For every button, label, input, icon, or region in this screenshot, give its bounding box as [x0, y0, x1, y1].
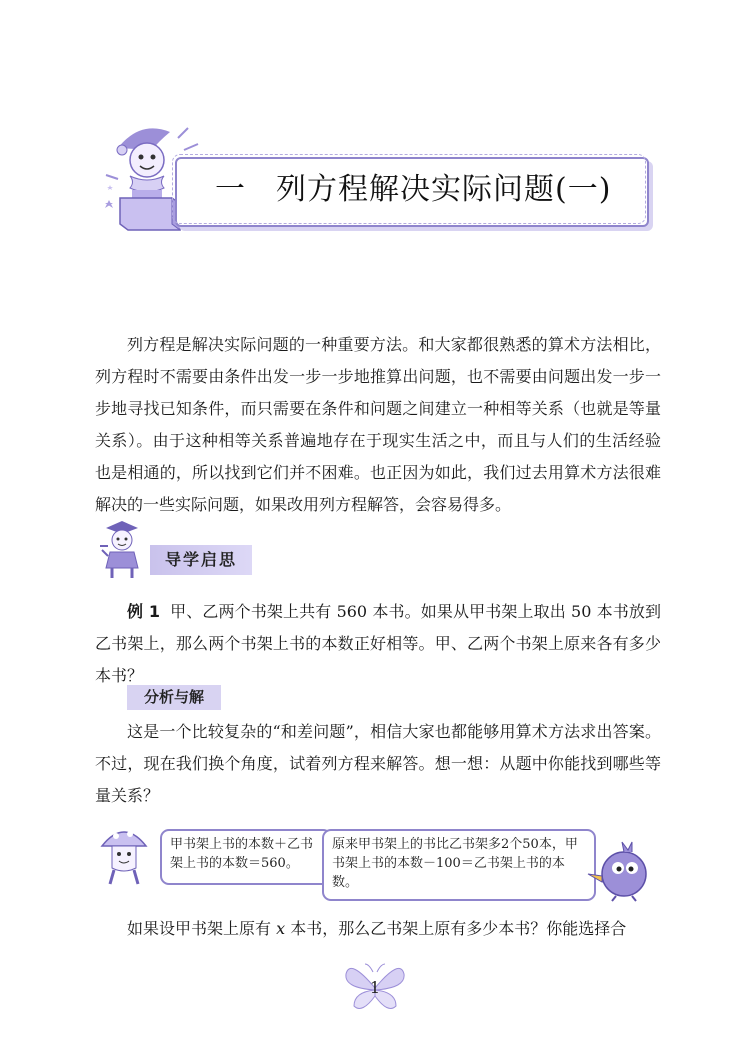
mushroom-character-icon [98, 822, 150, 888]
analysis-tag: 分析与解 [127, 685, 221, 710]
chapter-number: 一 [215, 172, 246, 207]
speech-bubble-left: 甲书架上书的本数＋乙书架上书的本数＝560。 [160, 829, 332, 885]
teacher-mascot-icon [98, 518, 144, 580]
example-text: 甲、乙两个书架上共有 560 本书。如果从甲书架上取出 50 本书放到乙书架上，那么两个书架上书的本数正好相等。甲、乙两个书架上原来各有多少本书？ [95, 602, 661, 685]
section-heading: 导学启思 [150, 545, 252, 575]
chapter-title [215, 165, 655, 215]
chapter-title-text: 列方程解决实际问题(一) [276, 172, 612, 207]
bird-character-icon [586, 840, 656, 902]
speech-bubble-right: 原来甲书架上的书比乙书架多2个50本，甲书架上书的本数－100＝乙书架上书的本数。 [322, 829, 596, 901]
intro-paragraph [95, 329, 661, 521]
final-paragraph [95, 913, 661, 945]
example-paragraph [95, 596, 661, 692]
variable-x: x [276, 919, 286, 938]
intro-text: 列方程是解决实际问题的一种重要方法。和大家都很熟悉的算术方法相比，列方程时不需要由条件出发一步一步地推算出问题，也不需要由问题出发一步一步地寻找已知条件，而只需要在条件和问题之间建立一种相等关系（也就是等量关系）。由于这种相等关系普遍地存在于现实生活之中，而且与人们的生活经验也是相通的，所以找到它们并不困难。也正因为如此，我们过去用算术方法很难解决的一些实际问题，如果改用列方程解答，会容易得多。 [95, 335, 661, 514]
analysis-paragraph [95, 716, 661, 812]
page-number: 1 [369, 978, 381, 997]
final-text-before: 如果设甲书架上原有 [127, 919, 277, 938]
final-text-after: 本书，那么乙书架上原有多少本书？你能选择合 [285, 919, 627, 938]
example-label: 例 1 [127, 602, 160, 621]
analysis-text: 这是一个比较复杂的“和差问题”，相信大家也都能够用算术方法求出答案。不过，现在我们换个角度，试着列方程来解答。想一想：从题中你能找到哪些等量关系？ [95, 722, 661, 805]
